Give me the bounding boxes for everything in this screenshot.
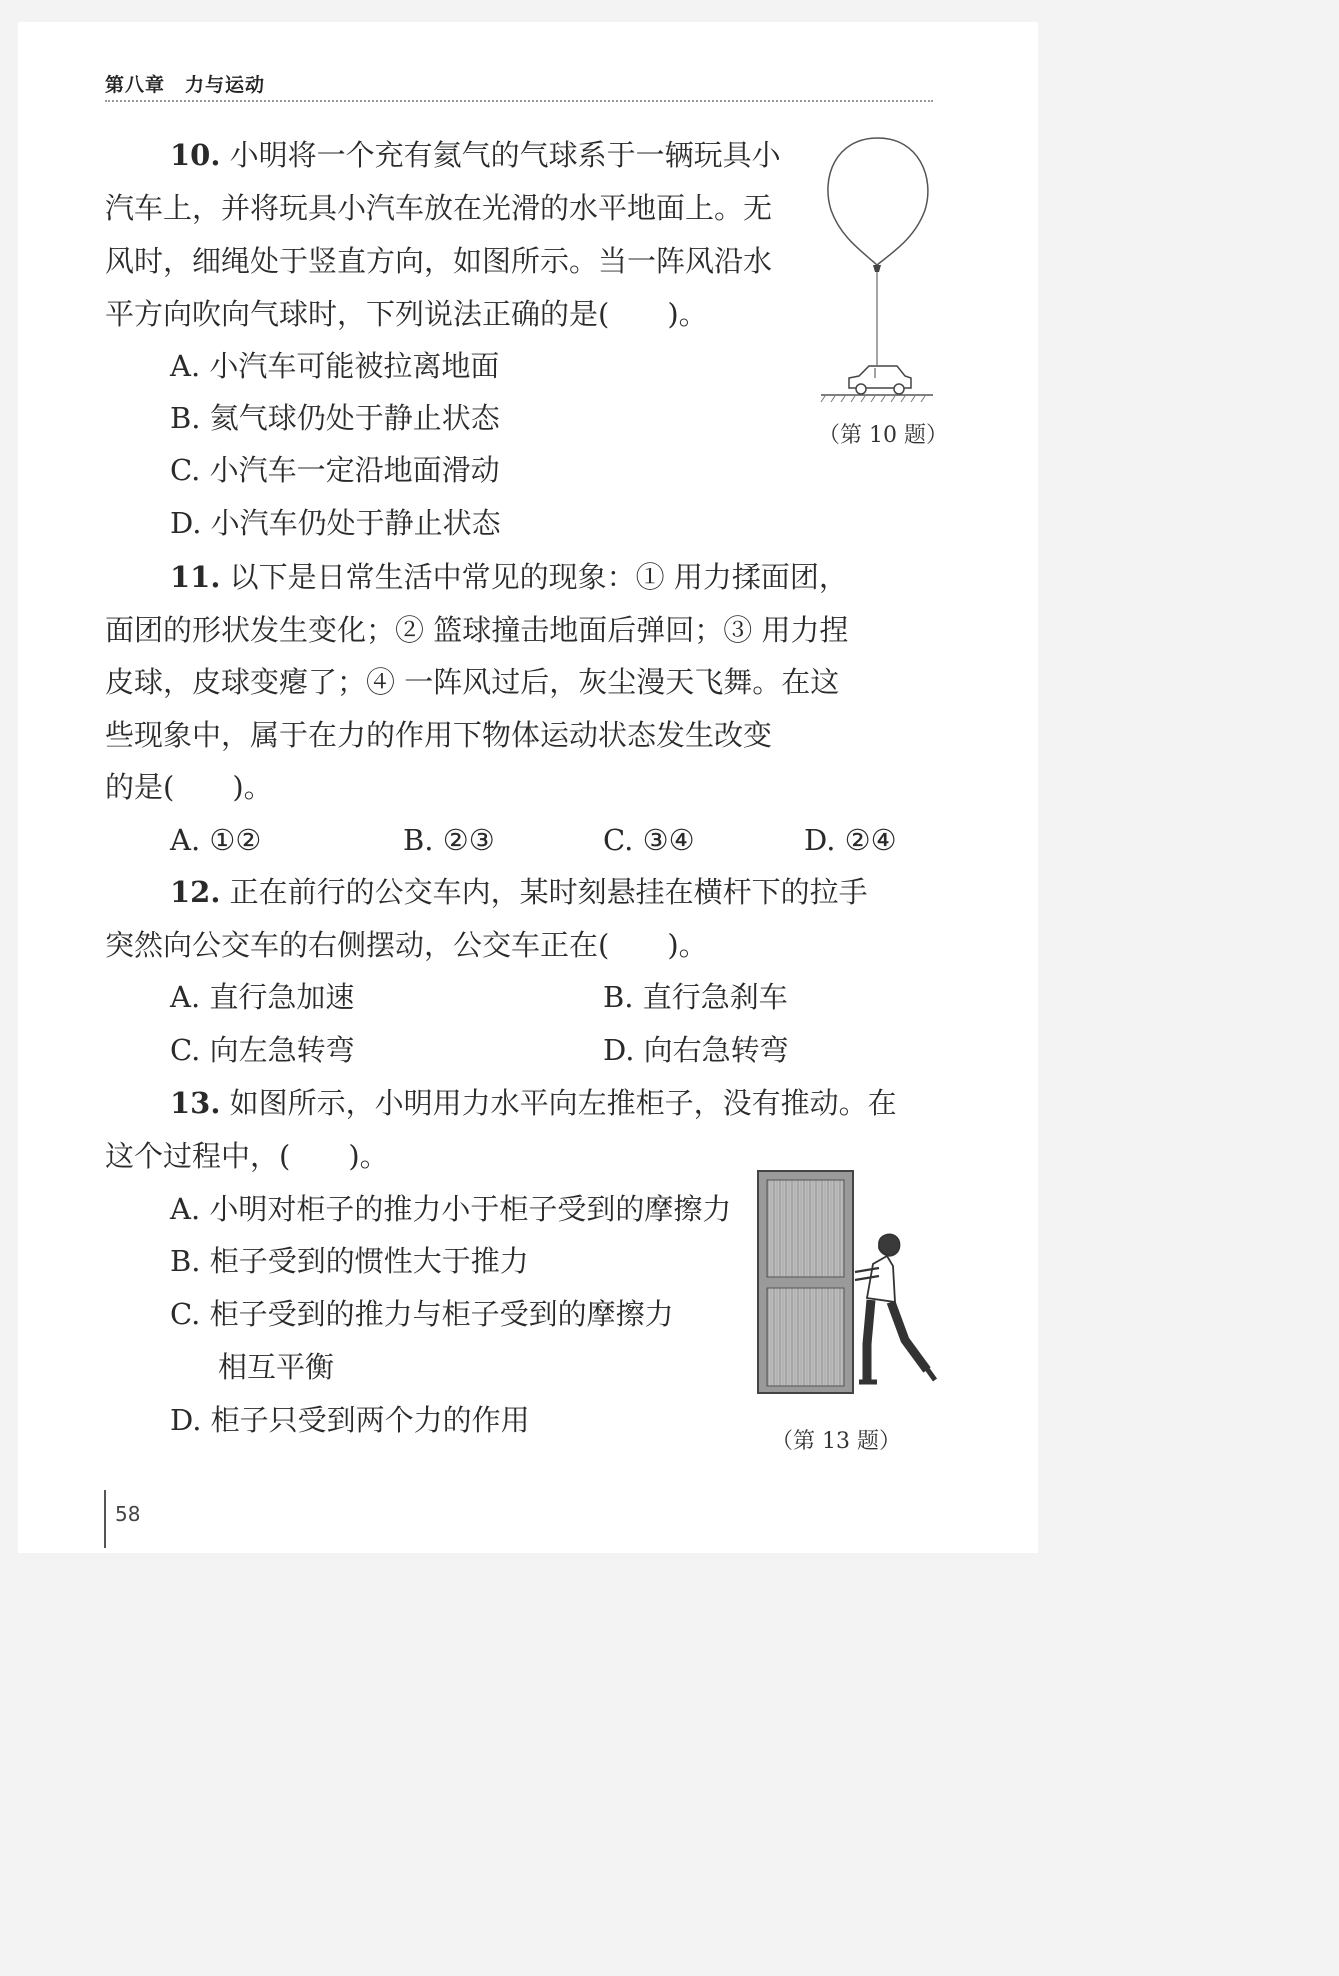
q13-line-1 [170,1085,897,1121]
q10-line-1 [170,137,781,173]
q12-option-a: A. 直行急加速 [170,980,355,1014]
q12-option-d: D. 向右急转弯 [603,1033,789,1067]
q10-option-d: D. 小汽车仍处于静止状态 [170,506,501,540]
q11-line-4: 些现象中，属于在力的作用下物体运动状态发生改变 [105,718,773,752]
header-divider [105,100,933,102]
q11-line-2: 面团的形状发生变化；② 篮球撞击地面后弹回；③ 用力捏 [105,613,849,647]
q10-number: 10. [170,138,221,172]
q11-text-1: 以下是日常生活中常见的现象：① 用力揉面团， [229,560,848,594]
q10-line-2: 汽车上，并将玩具小汽车放在光滑的水平地面上。无 [105,191,773,225]
q13-option-b: B. 柜子受到的惯性大于推力 [170,1244,529,1278]
balloon-car-figure [815,130,940,405]
q12-number: 12. [170,875,221,909]
q12-text-1: 正在前行的公交车内，某时刻悬挂在横杆下的拉手 [229,875,868,909]
q11-option-c: C. ③④ [603,823,695,857]
q11-option-b: B. ②③ [403,823,495,857]
cabinet-push-figure [755,1168,945,1400]
q11-number: 11. [170,560,221,594]
page-number: 58 [115,1502,141,1526]
q10-line-4: 平方向吹向气球时，下列说法正确的是( )。 [105,297,708,331]
q11-option-d: D. ②④ [804,823,897,857]
q11-option-a: A. ①② [170,823,262,857]
q13-option-a: A. 小明对柜子的推力小于柜子受到的摩擦力 [170,1192,732,1226]
q12-option-b: B. 直行急刹车 [603,980,788,1014]
q13-option-c-continued: 相互平衡 [218,1350,335,1384]
q10-option-c: C. 小汽车一定沿地面滑动 [170,453,500,487]
cabinet-icon [758,1171,853,1393]
q11-line-5: 的是( )。 [105,770,273,804]
q11-line-3: 皮球，皮球变瘪了；④ 一阵风过后，灰尘漫天飞舞。在这 [105,665,840,699]
toy-car-icon [849,366,911,394]
q12-line-2: 突然向公交车的右侧摆动，公交车正在( )。 [105,928,708,962]
q11-line-1 [170,559,848,595]
q13-figure-caption: （第 13 题） [771,1429,901,1454]
q13-option-c: C. 柜子受到的推力与柜子受到的摩擦力 [170,1297,674,1331]
q10-text-1: 小明将一个充有氦气的气球系于一辆玩具小 [229,138,781,172]
chapter-header: 第八章 力与运动 [105,74,266,96]
balloon-shape [828,138,928,265]
q13-option-d: D. 柜子只受到两个力的作用 [170,1403,530,1437]
q13-line-2: 这个过程中，( )。 [105,1139,389,1173]
q13-number: 13. [170,1086,221,1120]
q12-line-1 [170,874,868,910]
balloon-knot [873,265,881,272]
person-pushing-icon [855,1234,935,1382]
q10-line-3: 风时，细绳处于竖直方向，如图所示。当一阵风沿水 [105,244,773,278]
q10-option-b: B. 氦气球仍处于静止状态 [170,401,500,435]
page-number-bar [104,1490,106,1548]
q10-figure-caption: （第 10 题） [818,423,948,448]
q12-option-c: C. 向左急转弯 [170,1033,355,1067]
q13-text-1: 如图所示，小明用力水平向左推柜子，没有推动。在 [229,1086,897,1120]
q10-option-a: A. 小汽车可能被拉离地面 [170,349,500,383]
